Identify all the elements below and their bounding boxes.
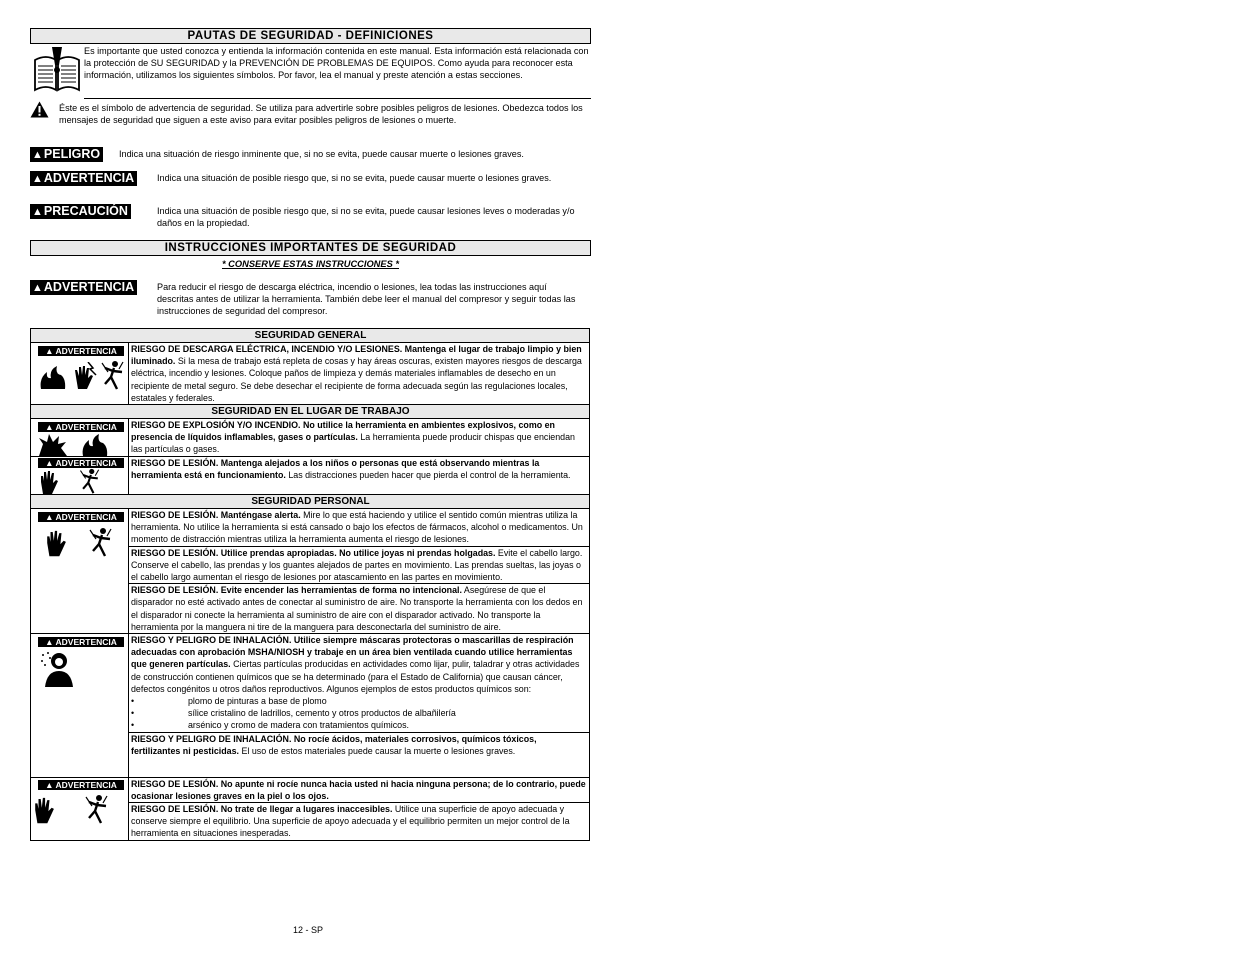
injury-person-icon — [101, 360, 125, 390]
advertencia-text: Indica una situación de posible riesgo que, si no se evita, puede causar muerte o lesiones graves. — [157, 173, 552, 183]
inhalation-hazard-icon — [39, 651, 79, 687]
electric-shock-hand-icon — [71, 362, 97, 390]
warning-triangle-icon: ▲ — [32, 173, 43, 185]
stop-hand-icon — [39, 470, 59, 494]
safety-alert-text: Éste es el símbolo de advertencia de seguridad. Se utiliza para advertirle sobre posibles peligros de lesiones. Obedezca todos los mensajes de seguridad que siguen a este aviso para evitar posibles peligros de lesiones o muerte. — [59, 103, 583, 126]
section-header-instructions: INSTRUCCIONES IMPORTANTES DE SEGURIDAD — [30, 240, 591, 256]
injury-person-icon — [85, 794, 109, 824]
table-cell: RIESGO DE LESIÓN. Mantenga alejados a los niños o personas que está observando mientras la herramienta está en funcionamiento. Las distracciones pueden hacer que pierda el control de la herramienta. — [129, 457, 590, 495]
fire-icon — [39, 366, 67, 390]
safety-table — [30, 328, 590, 841]
table-cell: RIESGO DE LESIÓN. Utilice prendas apropiadas. No utilice joyas ni prendas holgadas. Evite el cabello largo. Conserve el cabello, las prendas y los guantes alejados de partes en movimiento. Las prendas sueltas, las joyas o el cabello largo aumentan el riesgo de lesiones por atascamiento en las partes en movimiento. — [129, 546, 590, 584]
page-number: 12 - SP — [293, 925, 324, 935]
table-cell: RIESGO DE LESIÓN. Evite encender las herramientas de forma no intencional. Asegúrese de que el disparador no esté activado antes de conectar al suministro de aire. No transporte la herramienta con los dedos en el disparador ni conecte la herramienta al suministro de aire con el disparador activado. No transporte la herramienta por la manguera ni tire de la manguera para desconectarla del suministro de aire. — [129, 584, 590, 634]
advertencia-mini-badge: ▲ ADVERTENCIA — [38, 512, 124, 522]
table-cell: RIESGO DE LESIÓN. Manténgase alerta. Mire lo que está haciendo y utilice el sentido común mientras utiliza la herramienta. No utilice la herramienta si está cansado o bajo los efectos de fármacos, alcohol o medicamentos. Un momento de distracción mientras utiliza la herramienta aumenta el riesgo de lesiones. — [129, 509, 590, 547]
table-row — [31, 457, 590, 495]
divider — [84, 98, 591, 99]
advertencia-badge: ▲ADVERTENCIA — [30, 171, 137, 186]
precaucion-text: Indica una situación de posible riesgo que, si no se evita, puede causar lesiones leves o moderadas y/o daños en la propiedad. — [157, 206, 575, 229]
table-row — [31, 419, 590, 457]
table-row — [31, 343, 590, 405]
advertencia-mini-badge: ▲ ADVERTENCIA — [38, 458, 124, 468]
precaucion-badge: ▲PRECAUCIÓN — [30, 204, 131, 219]
explosion-icon — [39, 434, 67, 456]
warning-triangle-icon: ▲ — [32, 149, 43, 161]
peligro-badge: ▲PELIGRO — [30, 147, 103, 162]
read-manual-icon — [32, 46, 82, 94]
warning-instructions-text: Para reducir el riesgo de descarga eléctrica, incendio o lesiones, lea todas las instrucciones aquí descritas antes de utilizar la herramienta. También debe leer el manual del compresor y seguir todas las instrucciones de seguridad del compresor. — [157, 282, 576, 317]
table-row — [31, 777, 590, 802]
advertencia-mini-badge: ▲ ADVERTENCIA — [38, 346, 124, 356]
advertencia-mini-badge: ▲ ADVERTENCIA — [38, 422, 124, 432]
table-cell: RIESGO DE DESCARGA ELÉCTRICA, INCENDIO Y/O LESIONES. Mantenga el lugar de trabajo limpio y bien iluminado. Si la mesa de trabajo está repleta de cosas y hay áreas oscuras, existen mayores riesgos de descarga eléctrica, incendio y lesiones. Coloque paños de limpieza y demás materiales inflamables de desecho en un recipiente de metal seguro. Se debe desechar el recipiente de forma adecuada según las regulaciones locales, estatales y federales. — [129, 343, 590, 405]
table-heading-general: SEGURIDAD GENERAL — [31, 329, 590, 343]
table-cell: RIESGO Y PELIGRO DE INHALACIÓN. No rocíe ácidos, materiales corrosivos, químicos tóxicos, fertilizantes ni pesticidas. El uso de estos materiales puede causar la muerte o lesiones graves. — [129, 732, 590, 777]
safety-alert-icon — [30, 101, 49, 118]
table-heading-workplace: SEGURIDAD EN EL LUGAR DE TRABAJO — [31, 405, 590, 419]
table-row — [31, 634, 590, 733]
table-cell: RIESGO DE LESIÓN. No apunte ni rocíe nunca hacia usted ni hacia ninguna persona; de lo contrario, puede ocasionar lesiones graves en la piel o los ojos. — [129, 777, 590, 802]
stop-hand-icon — [45, 529, 67, 557]
injury-person-icon — [79, 468, 101, 494]
fire-icon — [71, 434, 111, 456]
table-heading-personal: SEGURIDAD PERSONAL — [31, 495, 590, 509]
section-header-definitions: PAUTAS DE SEGURIDAD - DEFINICIONES — [30, 28, 591, 44]
peligro-text: Indica una situación de riesgo inminente que, si no se evita, puede causar muerte o lesiones graves. — [119, 149, 524, 159]
stop-hand-icon — [33, 796, 55, 824]
warning-triangle-icon: ▲ — [32, 206, 43, 218]
advertencia-badge-2: ▲ADVERTENCIA — [30, 280, 137, 295]
conserve-subtitle: * CONSERVE ESTAS INSTRUCCIONES * — [221, 259, 399, 269]
advertencia-mini-badge: ▲ ADVERTENCIA — [38, 780, 124, 790]
advertencia-mini-badge: ▲ ADVERTENCIA — [38, 637, 124, 647]
table-cell: RIESGO Y PELIGRO DE INHALACIÓN. Utilice siempre máscaras protectoras o mascarillas de respiración adecuadas con aprobación MSHA/NIOSH y trabaje en un área bien ventilada cuando utilice herramientas que generen partículas. Ciertas partículas producidas en actividades como lijar, pulir, taladrar y otras actividades de construcción contienen químicos que se ha determinado (para el Estado de California) que causan cáncer, defectos congénitos u otros daños reproductivos. Algunos ejemplos de estos productos químicos son: • plomo de pinturas a base de plomo • sílice cristalino de ladrillos, cemento y otros productos de albañilería • arsénico y cromo de madera con tratamientos químicos. — [129, 634, 590, 733]
injury-person-icon — [89, 527, 113, 557]
table-cell: RIESGO DE EXPLOSIÓN Y/O INCENDIO. No utilice la herramienta en ambientes explosivos, como en presencia de líquidos inflamables, gases o partículas. La herramienta puede producir chispas que enciendan las partículas o gases. — [129, 419, 590, 457]
table-cell: RIESGO DE LESIÓN. No trate de llegar a lugares inaccesibles. Utilice una superficie de apoyo adecuada y conserve siempre el equilibrio. Una superficie de apoyo adecuada y el equilibrio permiten un mejor control de la herramienta en situaciones inesperadas. — [129, 803, 590, 841]
intro-text: Es importante que usted conozca y entienda la información contenida en este manual. Esta información está relacionada con la protección de SU SEGURIDAD y la PREVENCIÓN DE PROBLEMAS DE EQUIPOS. Como ayuda para reconocer esta información, utilizamos los siguientes símbolos. Por favor, lea el manual y preste atención a estas secciones. — [84, 46, 589, 81]
warning-triangle-icon: ▲ — [32, 282, 43, 294]
table-row — [31, 509, 590, 547]
